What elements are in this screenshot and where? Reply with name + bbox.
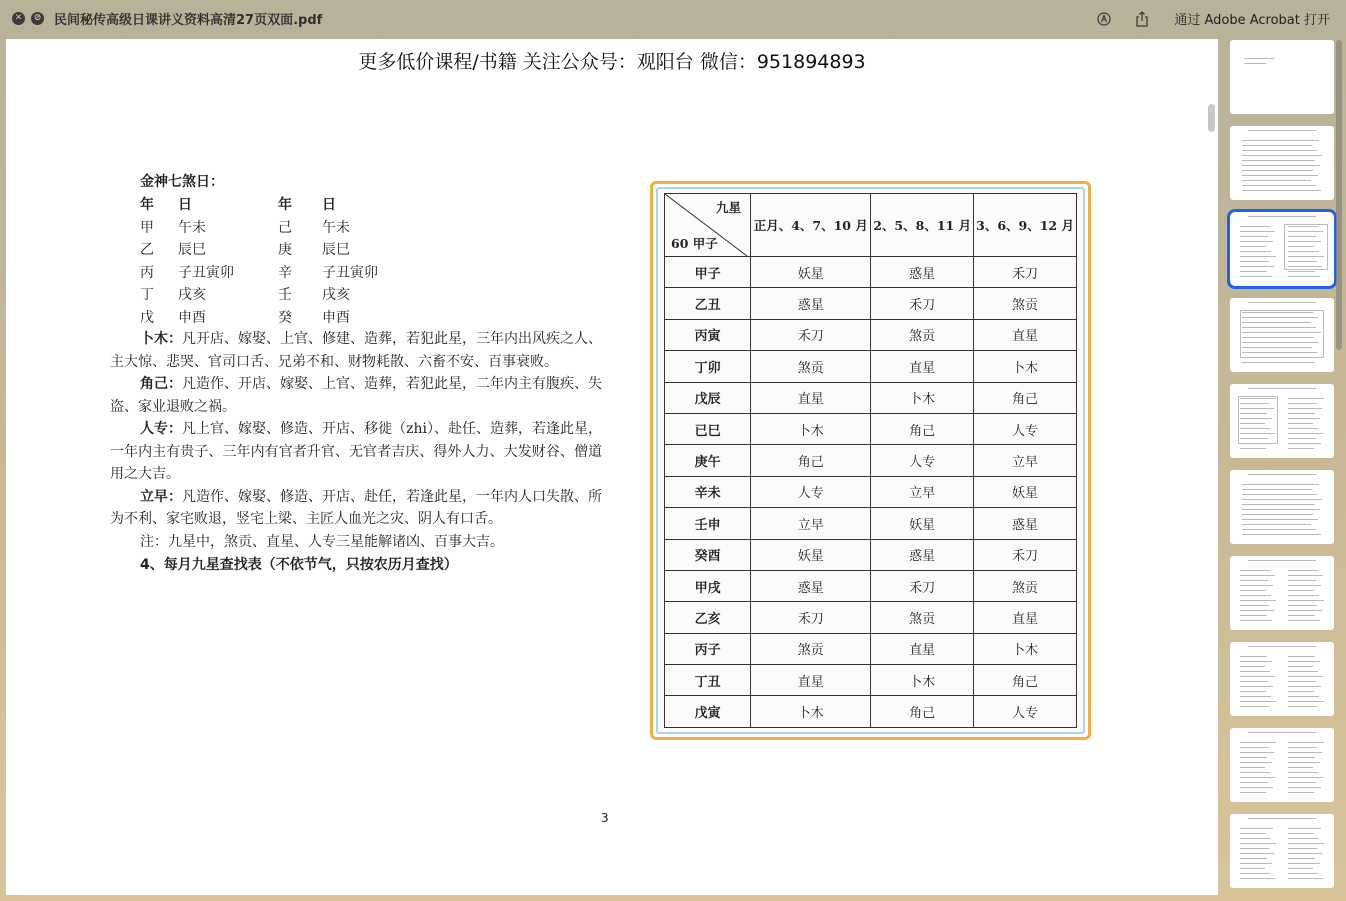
table-row: [665, 539, 1077, 570]
thumbnail-scrollbar[interactable]: [1336, 40, 1342, 350]
jiazi-cell: 戊寅: [665, 696, 751, 728]
star-cell: 惑星: [751, 570, 871, 601]
star-cell: 妖星: [751, 257, 871, 288]
term: 立早：: [140, 488, 182, 505]
year-stem: 己: [278, 219, 292, 236]
paragraph-text: 凡上官、嫁娶、修造、开店、移徙（zhi）、赴任、造葬，若逢此星，一年内主有贵子、三年内有官者升官、无官者吉庆、得外人力、大发财谷、僧道用之大吉。: [110, 421, 602, 482]
star-cell: 角己: [751, 445, 871, 476]
star-cell: 直星: [751, 665, 871, 696]
day-branches: 午未: [322, 219, 350, 236]
day-branches: 午未: [178, 219, 206, 236]
minimize-icon[interactable]: ⊘: [31, 12, 44, 25]
star-cell: 角己: [871, 696, 974, 728]
paragraph-text: 凡造作、开店、嫁娶、上官、造葬，若犯此星，二年内主有腹疾、失盗、家业退败之祸。: [110, 376, 602, 415]
selected-table-image[interactable]: [650, 181, 1091, 740]
star-cell: 角己: [974, 665, 1077, 696]
star-cell: 直星: [974, 319, 1077, 350]
corner-cell: [665, 194, 751, 257]
table-row: [665, 288, 1077, 319]
term: 角己：: [140, 376, 182, 392]
pdf-page: [6, 39, 1218, 895]
note: 注：九星中，煞贡、直星、人专三星能解诸凶、百事大吉。: [140, 533, 504, 550]
day-header: 日: [322, 197, 336, 214]
star-cell: 人专: [974, 413, 1077, 444]
left-column: [110, 169, 602, 577]
table-row: [665, 570, 1077, 601]
close-icon[interactable]: ✕: [12, 12, 25, 25]
year-stem: 丙: [140, 264, 154, 281]
jinshen-row: [110, 306, 602, 329]
star-cell: 角己: [974, 382, 1077, 413]
paragraph-text: 凡造作、嫁娶、修造、开店、赴任，若逢此星，一年内人口失散、所为不利、家宅败退，竖宅上梁、主匠人血光之灾、阴人有口舌。: [110, 488, 602, 527]
share-icon[interactable]: [1132, 9, 1152, 29]
month-header: 3、6、9、12 月: [974, 194, 1077, 257]
table-row: [665, 319, 1077, 350]
title-bar: [0, 0, 1346, 37]
page-thumbnail[interactable]: [1230, 298, 1334, 372]
paragraph: [110, 486, 602, 531]
jiazi-cell: 壬申: [665, 508, 751, 539]
jinshen-row: [110, 238, 602, 261]
table-row: [665, 382, 1077, 413]
paragraph-text: 凡开店、嫁娶、上官、修建、造葬，若犯此星，三年内出风疾之人、主大惊、悲哭、官司口舌、兄弟不和、财物耗散、六畜不安、百事衰败。: [110, 331, 602, 370]
corner-top-label: 九星: [715, 200, 741, 215]
table-row: [665, 476, 1077, 507]
open-in-acrobat-button[interactable]: 通过 Adobe Acrobat 打开: [1174, 13, 1330, 28]
table-row: [665, 445, 1077, 476]
star-cell: 立早: [871, 476, 974, 507]
page-thumbnail[interactable]: [1230, 40, 1334, 114]
year-stem: 丁: [140, 287, 154, 304]
star-cell: 立早: [751, 508, 871, 539]
jiazi-cell: 乙丑: [665, 288, 751, 319]
table-row: [665, 257, 1077, 288]
nine-star-table: [664, 193, 1077, 728]
star-cell: 人专: [974, 696, 1077, 728]
year-stem: 甲: [140, 219, 154, 236]
jiazi-cell: 甲戌: [665, 570, 751, 601]
star-cell: 直星: [974, 602, 1077, 633]
star-cell: 惑星: [871, 257, 974, 288]
star-cell: 直星: [871, 633, 974, 664]
day-branches: 申酉: [178, 309, 206, 326]
star-cell: 直星: [751, 382, 871, 413]
jiazi-cell: 已巳: [665, 413, 751, 444]
star-cell: 卜木: [974, 351, 1077, 382]
table-row: [665, 665, 1077, 696]
column-header-row: [110, 193, 602, 216]
table-inner: [656, 187, 1085, 734]
star-cell: 卜木: [974, 633, 1077, 664]
star-cell: 禾刀: [974, 539, 1077, 570]
page-scrollbar[interactable]: [1208, 104, 1215, 132]
star-cell: 卜木: [871, 382, 974, 413]
star-cell: 妖星: [871, 508, 974, 539]
star-cell: 立早: [974, 445, 1077, 476]
star-cell: 人专: [751, 476, 871, 507]
table-row: [665, 602, 1077, 633]
star-cell: 妖星: [974, 476, 1077, 507]
day-branches: 戌亥: [178, 287, 206, 304]
star-cell: 煞贡: [751, 633, 871, 664]
star-cell: 惑星: [871, 539, 974, 570]
star-cell: 煞贡: [751, 351, 871, 382]
year-stem: 辛: [278, 264, 292, 281]
table-row: [665, 633, 1077, 664]
year-stem: 庚: [278, 242, 292, 259]
star-cell: 禾刀: [751, 319, 871, 350]
month-header: 2、5、8、11 月: [871, 194, 974, 257]
page-header: 更多低价课程/书籍 关注公众号：观阳台 微信：951894893: [358, 51, 866, 73]
page-thumbnail[interactable]: [1230, 384, 1334, 458]
table-row: [665, 696, 1077, 728]
jiazi-cell: 戊辰: [665, 382, 751, 413]
day-header: 日: [178, 197, 192, 214]
paragraph: [110, 373, 602, 418]
subheading: 4、每月九星查找表（不依节气，只按农历月查找）: [140, 557, 458, 573]
page-number: 3: [601, 811, 609, 825]
corner-bottom-label: 60 甲子: [671, 236, 718, 251]
star-cell: 妖星: [751, 539, 871, 570]
star-cell: 卜木: [751, 696, 871, 728]
day-branches: 申酉: [322, 309, 350, 326]
star-cell: 惑星: [974, 508, 1077, 539]
star-cell: 卜木: [751, 413, 871, 444]
star-cell: 卜木: [871, 665, 974, 696]
jinshen-table: [110, 216, 602, 329]
section-title: 金神七煞日：: [140, 174, 224, 190]
jinshen-row: [110, 283, 602, 306]
day-branches: 戌亥: [322, 287, 350, 304]
jiazi-cell: 丙寅: [665, 319, 751, 350]
table-row: [665, 351, 1077, 382]
month-header: 正月、4、7、10 月: [751, 194, 871, 257]
jiazi-cell: 丁丑: [665, 665, 751, 696]
paragraph: [110, 328, 602, 373]
day-branches: 子丑寅卯: [178, 264, 234, 281]
year-header: 年: [140, 197, 154, 214]
star-cell: 禾刀: [871, 288, 974, 319]
jiazi-cell: 庚午: [665, 445, 751, 476]
page-thumbnail[interactable]: [1230, 126, 1334, 200]
term: 人专：: [140, 421, 183, 437]
day-branches: 子丑寅卯: [322, 264, 378, 281]
paragraph: [110, 418, 602, 486]
table-row: [665, 413, 1077, 444]
star-cell: 煞贡: [871, 602, 974, 633]
jiazi-cell: 丁卯: [665, 351, 751, 382]
jinshen-row: [110, 216, 602, 239]
page-thumbnail[interactable]: [1230, 556, 1334, 630]
year-stem: 壬: [278, 287, 292, 304]
day-branches: 辰巳: [178, 242, 206, 259]
star-cell: 禾刀: [751, 602, 871, 633]
markup-icon[interactable]: [1094, 9, 1114, 29]
year-stem: 癸: [278, 309, 292, 326]
page-thumbnail[interactable]: [1230, 642, 1334, 716]
jiazi-cell: 甲子: [665, 257, 751, 288]
jiazi-cell: 癸酉: [665, 539, 751, 570]
star-cell: 直星: [871, 351, 974, 382]
star-cell: 煞贡: [871, 319, 974, 350]
star-cell: 惑星: [751, 288, 871, 319]
term: 卜木：: [140, 331, 182, 347]
jiazi-cell: 乙亥: [665, 602, 751, 633]
star-cell: 禾刀: [871, 570, 974, 601]
jiazi-cell: 丙子: [665, 633, 751, 664]
star-cell: 人专: [871, 445, 974, 476]
star-cell: 角己: [871, 413, 974, 444]
year-stem: 戊: [140, 309, 154, 326]
page-thumbnail[interactable]: [1230, 728, 1334, 802]
jinshen-row: [110, 261, 602, 284]
star-cell: 禾刀: [974, 257, 1077, 288]
year-stem: 乙: [140, 242, 154, 259]
year-header: 年: [278, 197, 292, 214]
document-title: 民间秘传高级日课讲义资料高清27页双面.pdf: [54, 13, 323, 28]
star-cell: 煞贡: [974, 288, 1077, 319]
thumbnail-sidebar: [1222, 37, 1346, 901]
day-branches: 辰巳: [322, 242, 350, 259]
page-thumbnail[interactable]: [1230, 212, 1334, 286]
page-thumbnail[interactable]: [1230, 814, 1334, 888]
star-cell: 煞贡: [974, 570, 1077, 601]
page-thumbnail[interactable]: [1230, 470, 1334, 544]
jiazi-cell: 辛未: [665, 476, 751, 507]
table-row: [665, 508, 1077, 539]
